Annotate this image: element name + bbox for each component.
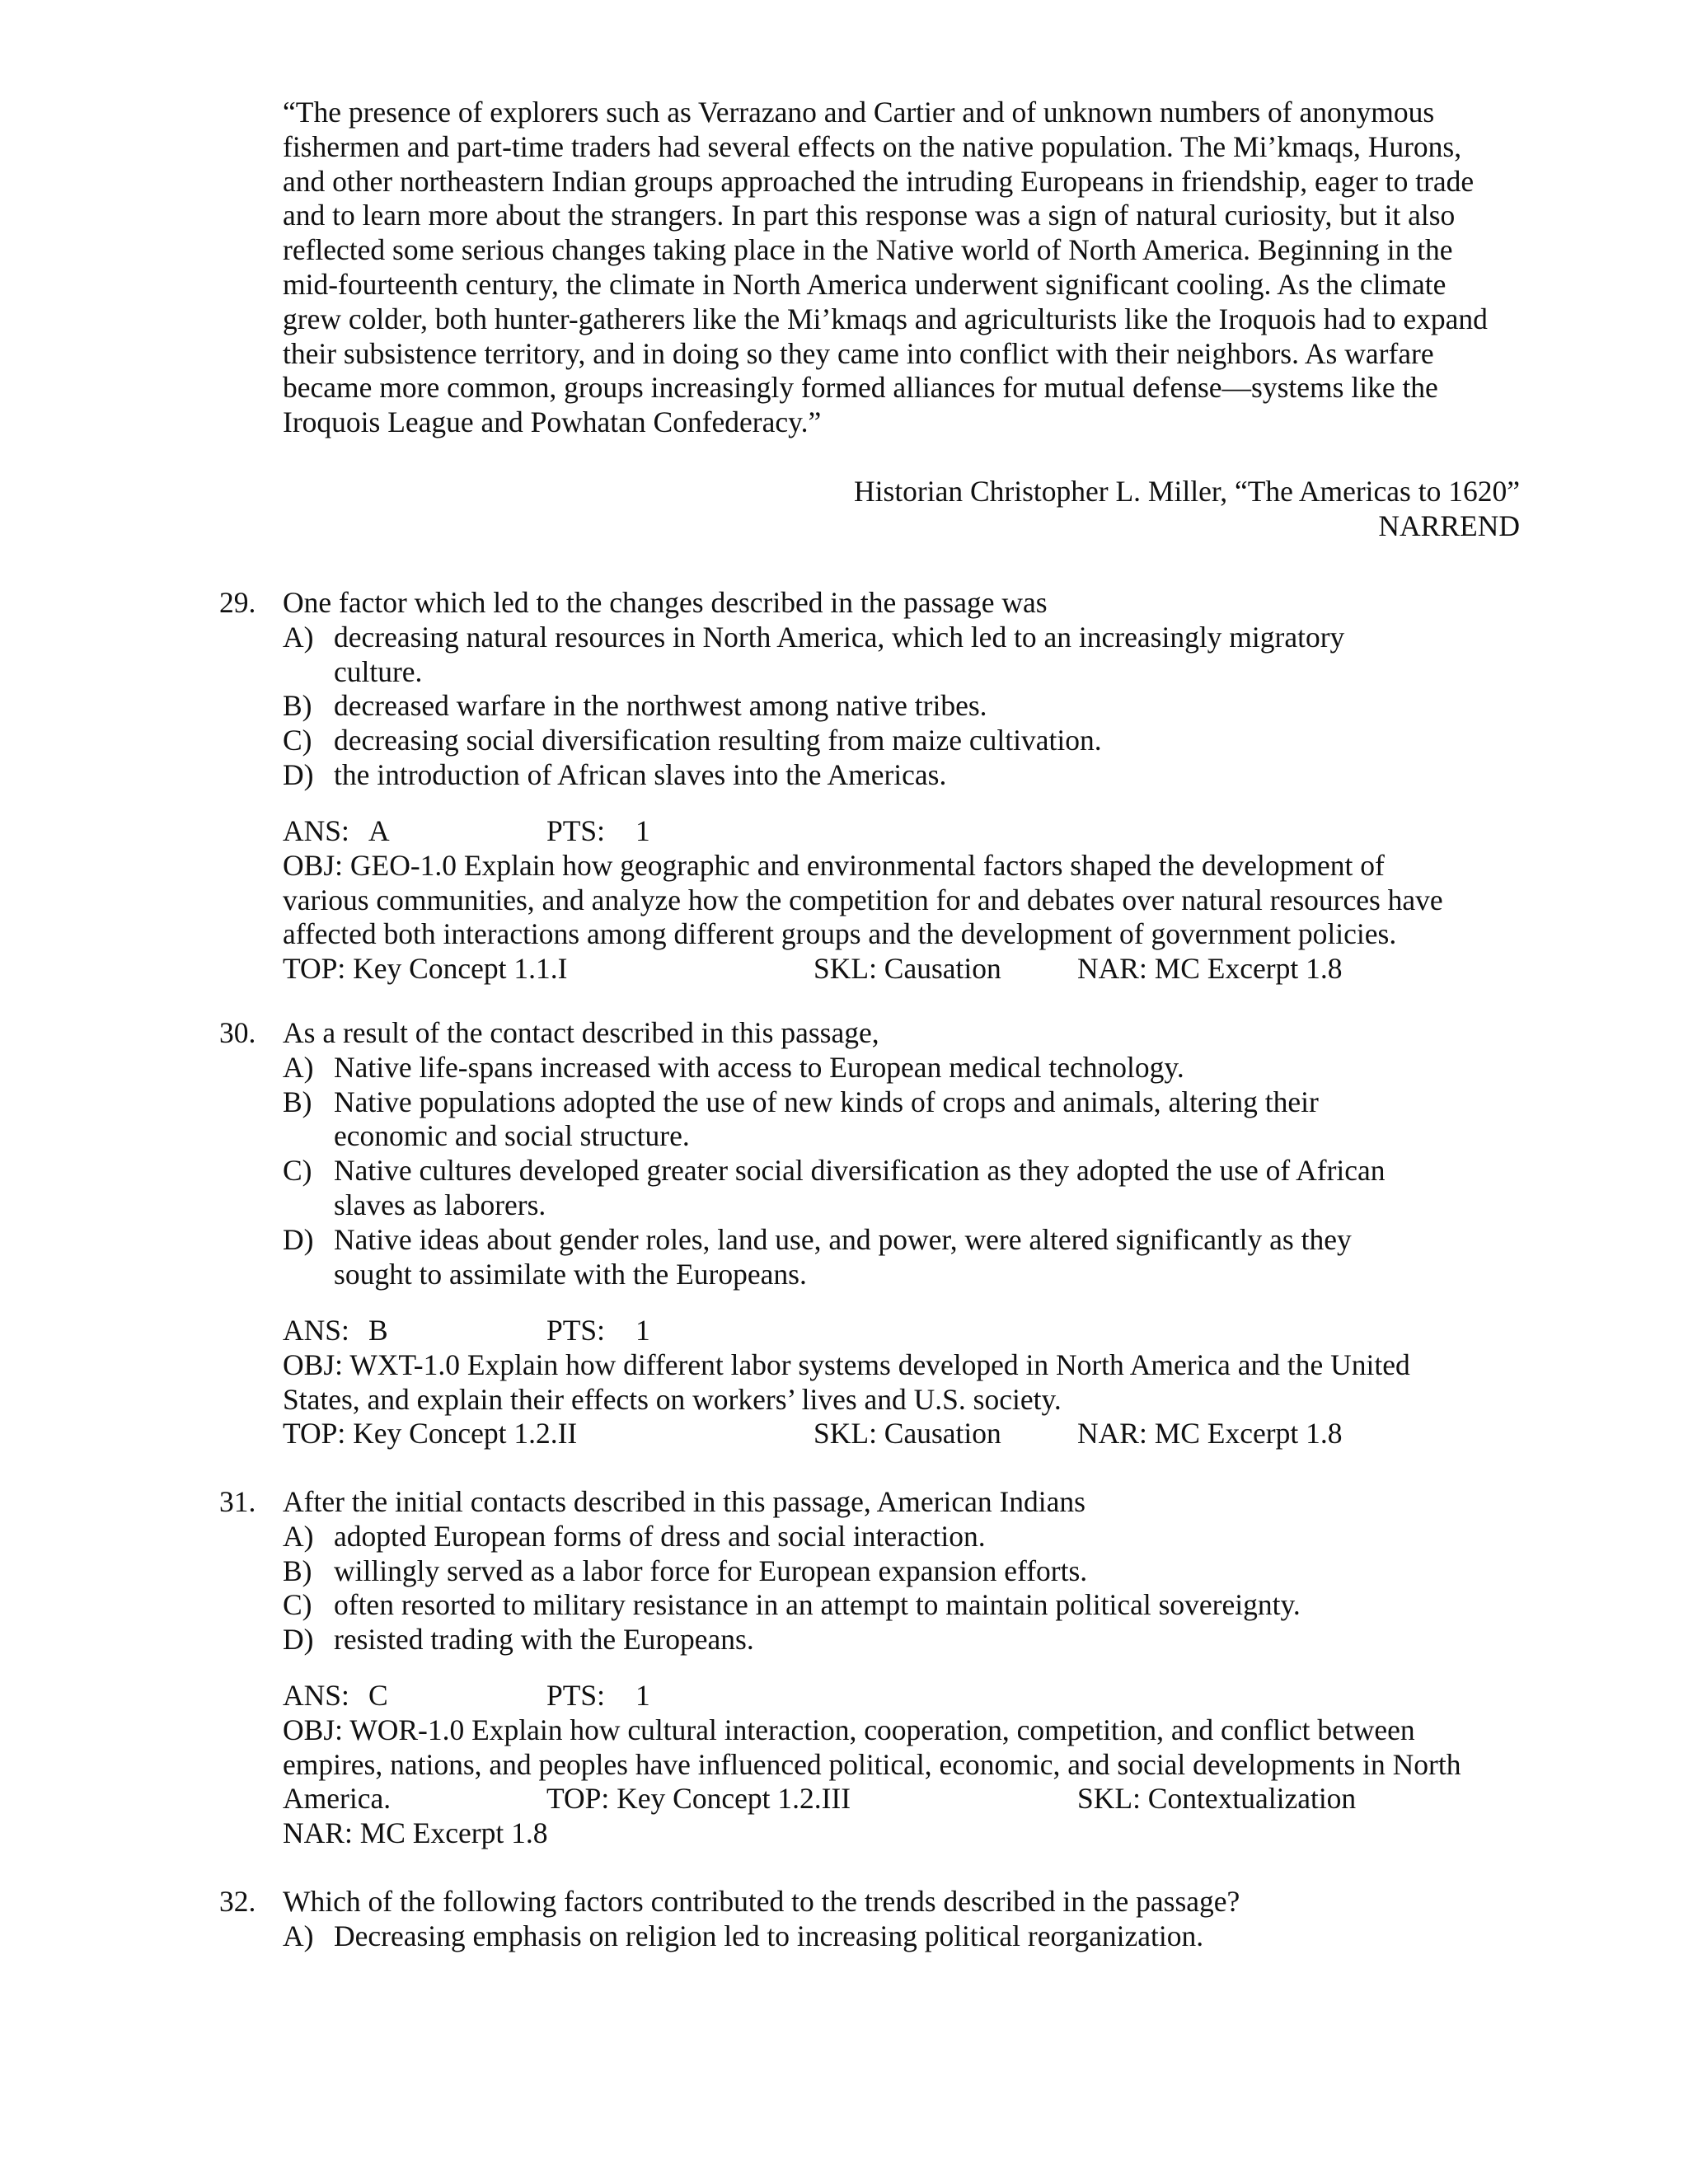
passage-line: their subsistence territory, and in doing so they came into conflict with their neighbors. As warfare [283, 336, 1434, 370]
answer-value: C [368, 1679, 388, 1712]
objective-line: affected both interactions among different groups and the development of government policies. [283, 917, 1397, 951]
passage-line: reflected some serious changes taking place in the Native world of North America. Beginning in the [283, 233, 1453, 267]
points-label: PTS: [546, 814, 606, 847]
answer-choices [283, 1520, 1519, 1657]
choice-a [283, 621, 1519, 690]
choice-letter: C) [283, 1588, 312, 1622]
choice-text-line: Native ideas about gender roles, land use, and power, were altered significantly as they [334, 1222, 1352, 1256]
question-30-metadata [283, 1314, 1519, 1451]
passage-line: “The presence of explorers such as Verrazano and Cartier and of unknown numbers of anonymous [283, 96, 1435, 129]
passage-line: and other northeastern Indian groups approached the intruding Europeans in friendship, eager to trade [283, 164, 1475, 198]
points-value: 1 [635, 814, 650, 847]
choice-letter: C) [283, 1154, 312, 1188]
narrative-tag: NAR: MC Excerpt 1.8 [1077, 952, 1343, 986]
narrative-tag: NAR: MC Excerpt 1.8 [1077, 1417, 1343, 1451]
choice-a [283, 1520, 1519, 1554]
choice-text-line: often resorted to military resistance in an attempt to maintain political sovereignty. [334, 1588, 1301, 1622]
question-29-metadata [283, 814, 1519, 987]
choice-letter: D) [283, 1623, 314, 1657]
answer-label: ANS: [283, 814, 349, 847]
choice-c [283, 724, 1519, 758]
choice-letter: D) [283, 757, 314, 791]
passage-line: became more common, groups increasingly formed alliances for mutual defense—systems like the [283, 371, 1438, 405]
question-number: 29. [219, 586, 256, 619]
choice-text-line: Native life-spans increased with access to European medical technology. [334, 1050, 1184, 1084]
choice-text-line: adopted European forms of dress and social interaction. [334, 1519, 986, 1553]
choice-text-line: sought to assimilate with the Europeans. [334, 1257, 807, 1291]
question-number: 31. [219, 1485, 256, 1518]
choice-letter: B) [283, 689, 312, 723]
choice-letter: A) [283, 1519, 314, 1553]
passage-attribution [854, 475, 1520, 544]
passage-line: mid-fourteenth century, the climate in North America underwent significant cooling. As the climate [283, 267, 1447, 301]
skill-tag: SKL: Contextualization [1077, 1782, 1357, 1816]
topic-tag: TOP: Key Concept 1.2.II [283, 1417, 578, 1451]
answer-label: ANS: [283, 1679, 349, 1712]
choice-text-line: decreased warfare in the northwest among native tribes. [334, 689, 987, 723]
objective-line: empires, nations, and peoples have influenced political, economic, and social developments in North [283, 1747, 1461, 1781]
choice-letter: C) [283, 724, 312, 757]
choice-letter: B) [283, 1085, 312, 1118]
points-value: 1 [635, 1314, 650, 1347]
passage-line: and to learn more about the strangers. In part this response was a sign of natural curiosity, but it also [283, 199, 1456, 232]
question-31-metadata [283, 1679, 1519, 1851]
topic-tag: TOP: Key Concept 1.2.III [546, 1782, 851, 1816]
answer-label: ANS: [283, 1314, 349, 1347]
question-stem: After the initial contacts described in this passage, American Indians [283, 1485, 1085, 1518]
choice-letter: A) [283, 620, 314, 654]
question-stem: Which of the following factors contributed to the trends described in the passage? [283, 1885, 1240, 1918]
choice-text-line: willingly served as a labor force for European expansion efforts. [334, 1554, 1088, 1587]
choice-text-line: Native cultures developed greater social diversification as they adopted the use of African [334, 1154, 1386, 1188]
choice-text-line: economic and social structure. [334, 1119, 690, 1153]
choice-text-line: decreasing social diversification resulting from maize cultivation. [334, 724, 1102, 757]
choice-b [283, 689, 1519, 724]
skill-tag: SKL: Causation [814, 952, 1001, 986]
answer-choices [283, 621, 1519, 793]
question-stem: One factor which led to the changes described in the passage was [283, 586, 1048, 619]
choice-letter: A) [283, 1919, 314, 1952]
topic-tag: TOP: Key Concept 1.1.I [283, 952, 568, 986]
choice-d [283, 1623, 1519, 1657]
choice-letter: D) [283, 1222, 314, 1256]
skill-tag: SKL: Causation [814, 1417, 1001, 1451]
passage-excerpt [283, 96, 1519, 440]
choice-b [283, 1085, 1519, 1155]
choice-a [283, 1051, 1519, 1085]
objective-line: States, and explain their effects on workers’ lives and U.S. society. [283, 1382, 1062, 1416]
choice-d [283, 758, 1519, 793]
answer-choices [283, 1051, 1519, 1292]
passage-line: Iroquois League and Powhatan Confederacy.” [283, 405, 822, 439]
choice-text-line: Decreasing emphasis on religion led to increasing political reorganization. [334, 1919, 1204, 1952]
passage-line: grew colder, both hunter-gatherers like the Mi’kmaqs and agriculturists like the Iroquois had to expand [283, 302, 1488, 335]
question-number: 30. [219, 1016, 256, 1049]
answer-choices [283, 1919, 1519, 1954]
choice-text-line: resisted trading with the Europeans. [334, 1623, 754, 1657]
answer-value: B [368, 1314, 388, 1347]
passage-line: fishermen and part-time traders had several effects on the native population. The Mi’kmaqs, Hurons, [283, 129, 1462, 163]
choice-text-line: the introduction of African slaves into the Americas. [334, 757, 947, 791]
points-value: 1 [635, 1679, 650, 1712]
answer-value: A [368, 814, 390, 847]
objective-line: OBJ: GEO-1.0 Explain how geographic and environmental factors shaped the development of [283, 848, 1385, 882]
choice-d [283, 1223, 1519, 1292]
choice-c [283, 1588, 1519, 1623]
choice-a [283, 1919, 1519, 1954]
narrative-end-marker: NARREND [1378, 509, 1520, 542]
choice-letter: B) [283, 1554, 312, 1587]
choice-c [283, 1154, 1519, 1223]
choice-text-line: slaves as laborers. [334, 1188, 546, 1221]
choice-text-line: culture. [334, 654, 423, 688]
choice-text-line: decreasing natural resources in North America, which led to an increasingly migratory [334, 620, 1345, 654]
question-number: 32. [219, 1885, 256, 1918]
narrative-tag: NAR: MC Excerpt 1.8 [283, 1816, 548, 1850]
objective-line: OBJ: WOR-1.0 Explain how cultural interaction, cooperation, competition, and conflict between [283, 1713, 1415, 1746]
question-stem: As a result of the contact described in this passage, [283, 1016, 879, 1049]
objective-line: various communities, and analyze how the competition for and debates over natural resources have [283, 883, 1443, 916]
choice-b [283, 1554, 1519, 1589]
objective-line: OBJ: WXT-1.0 Explain how different labor systems developed in North America and the United [283, 1347, 1410, 1381]
objective-line: America. [283, 1782, 392, 1816]
choice-text-line: Native populations adopted the use of new kinds of crops and animals, altering their [334, 1085, 1319, 1118]
choice-letter: A) [283, 1050, 314, 1084]
points-label: PTS: [546, 1679, 606, 1712]
points-label: PTS: [546, 1314, 606, 1347]
attribution-source: Historian Christopher L. Miller, “The Americas to 1620” [854, 475, 1520, 508]
